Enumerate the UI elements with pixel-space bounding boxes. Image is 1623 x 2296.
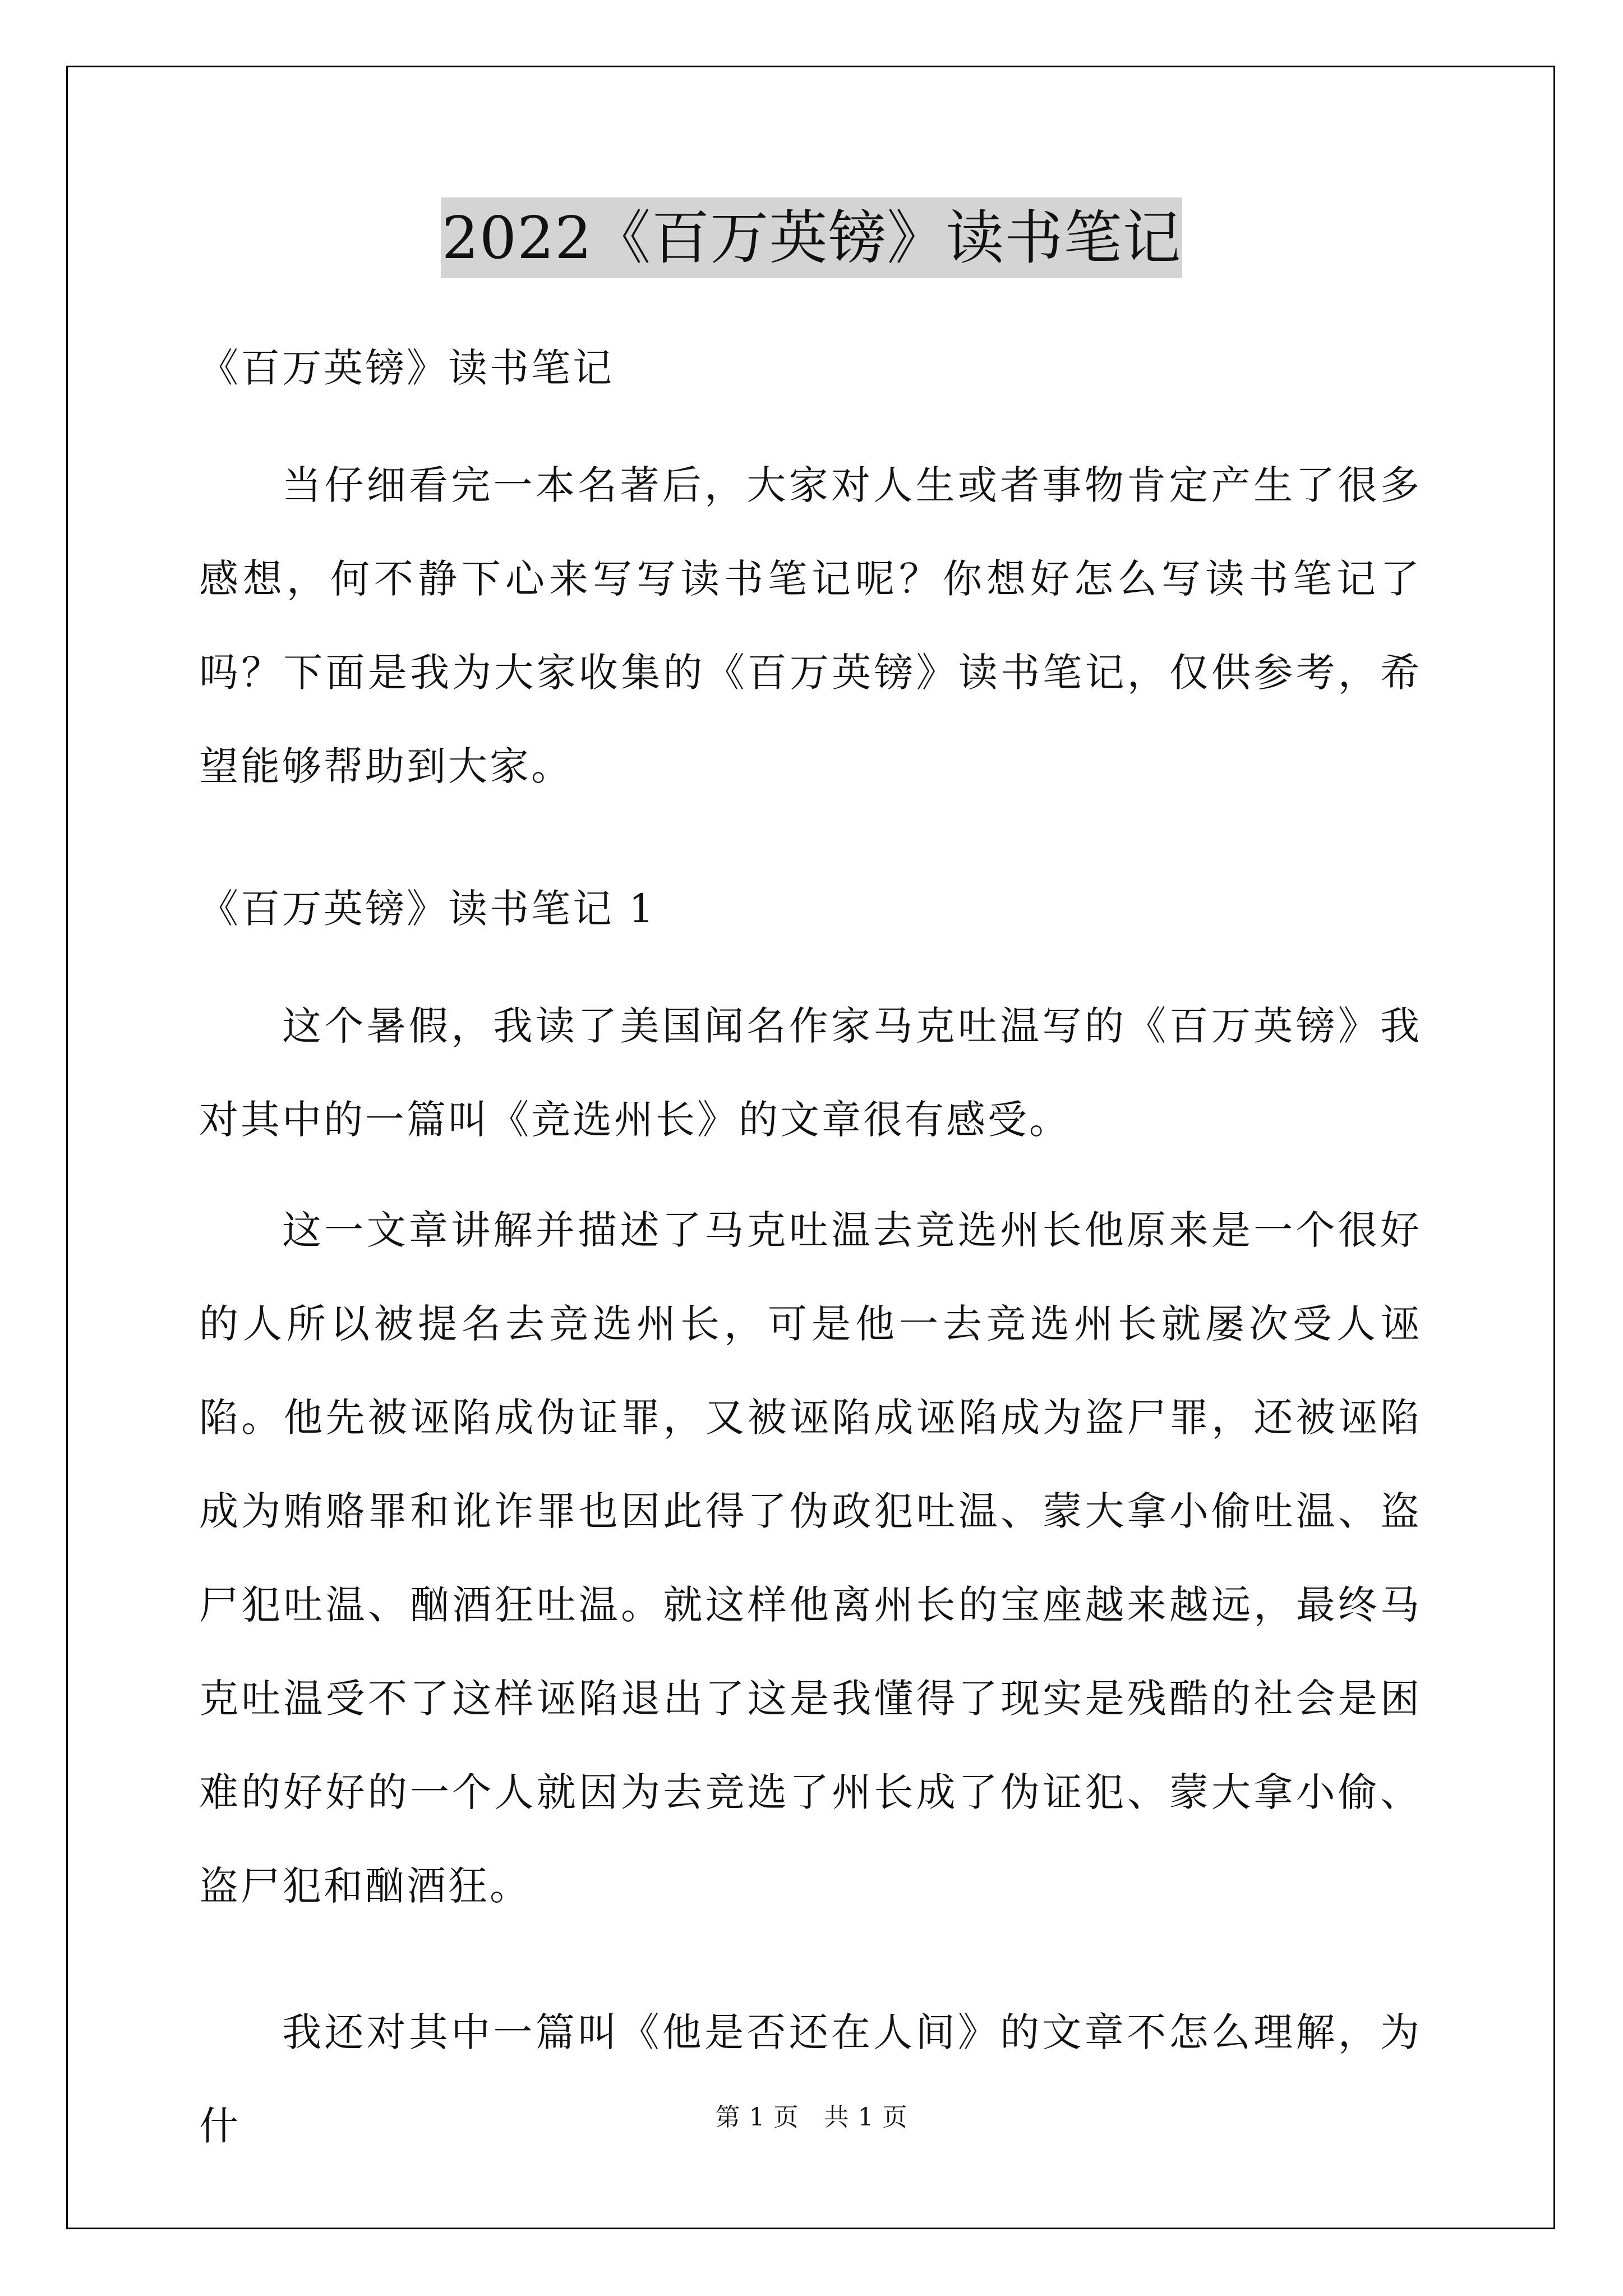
title-container xyxy=(0,197,1623,278)
section1-paragraph-3: 我还对其中一篇叫《他是否还在人间》的文章不怎么理解，为什 xyxy=(199,2009,1422,2149)
section1-paragraph-2: 这一文章讲解并描述了马克吐温去竞选州长他原来是一个很好的人所以被提名去竞选州长，可是他一去竞选州长就屡次受人诬陷。他先被诬陷成伪证罪，又被诬陷成诬陷成为盗尸罪，还被诬陷成为贿赂罪和讹诈罪也因此得了伪政犯吐温、蒙大拿小偷吐温、盗尸犯吐温、酗酒狂吐温。就这样他离州长的宝座越来越远，最终马克吐温受不了这样诬陷退出了这是我懂得了现实是残酷的社会是困难的好好的一个人就因为去竞选了州长成了伪证犯、蒙大拿小偷、盗尸犯和酗酒狂。 xyxy=(199,1207,1422,1909)
page-number-footer: 第 1 页 共 1 页 xyxy=(715,2103,908,2132)
intro-paragraph: 当仔细看完一本名著后，大家对人生或者事物肯定产生了很多感想，何不静下心来写写读书笔记呢？你想好怎么写读书笔记了吗？下面是我为大家收集的《百万英镑》读书笔记，仅供参考，希望能够帮助到大家。 xyxy=(199,462,1422,789)
section1-paragraph-1: 这个暑假，我读了美国闻名作家马克吐温写的《百万英镑》我对其中的一篇叫《竞选州长》的文章很有感受。 xyxy=(199,1003,1422,1143)
main-heading: 《百万英镑》读书笔记 xyxy=(199,345,614,391)
document-title: 2022《百万英镑》读书笔记 xyxy=(441,197,1183,278)
section-heading-1: 《百万英镑》读书笔记 1 xyxy=(199,886,656,932)
